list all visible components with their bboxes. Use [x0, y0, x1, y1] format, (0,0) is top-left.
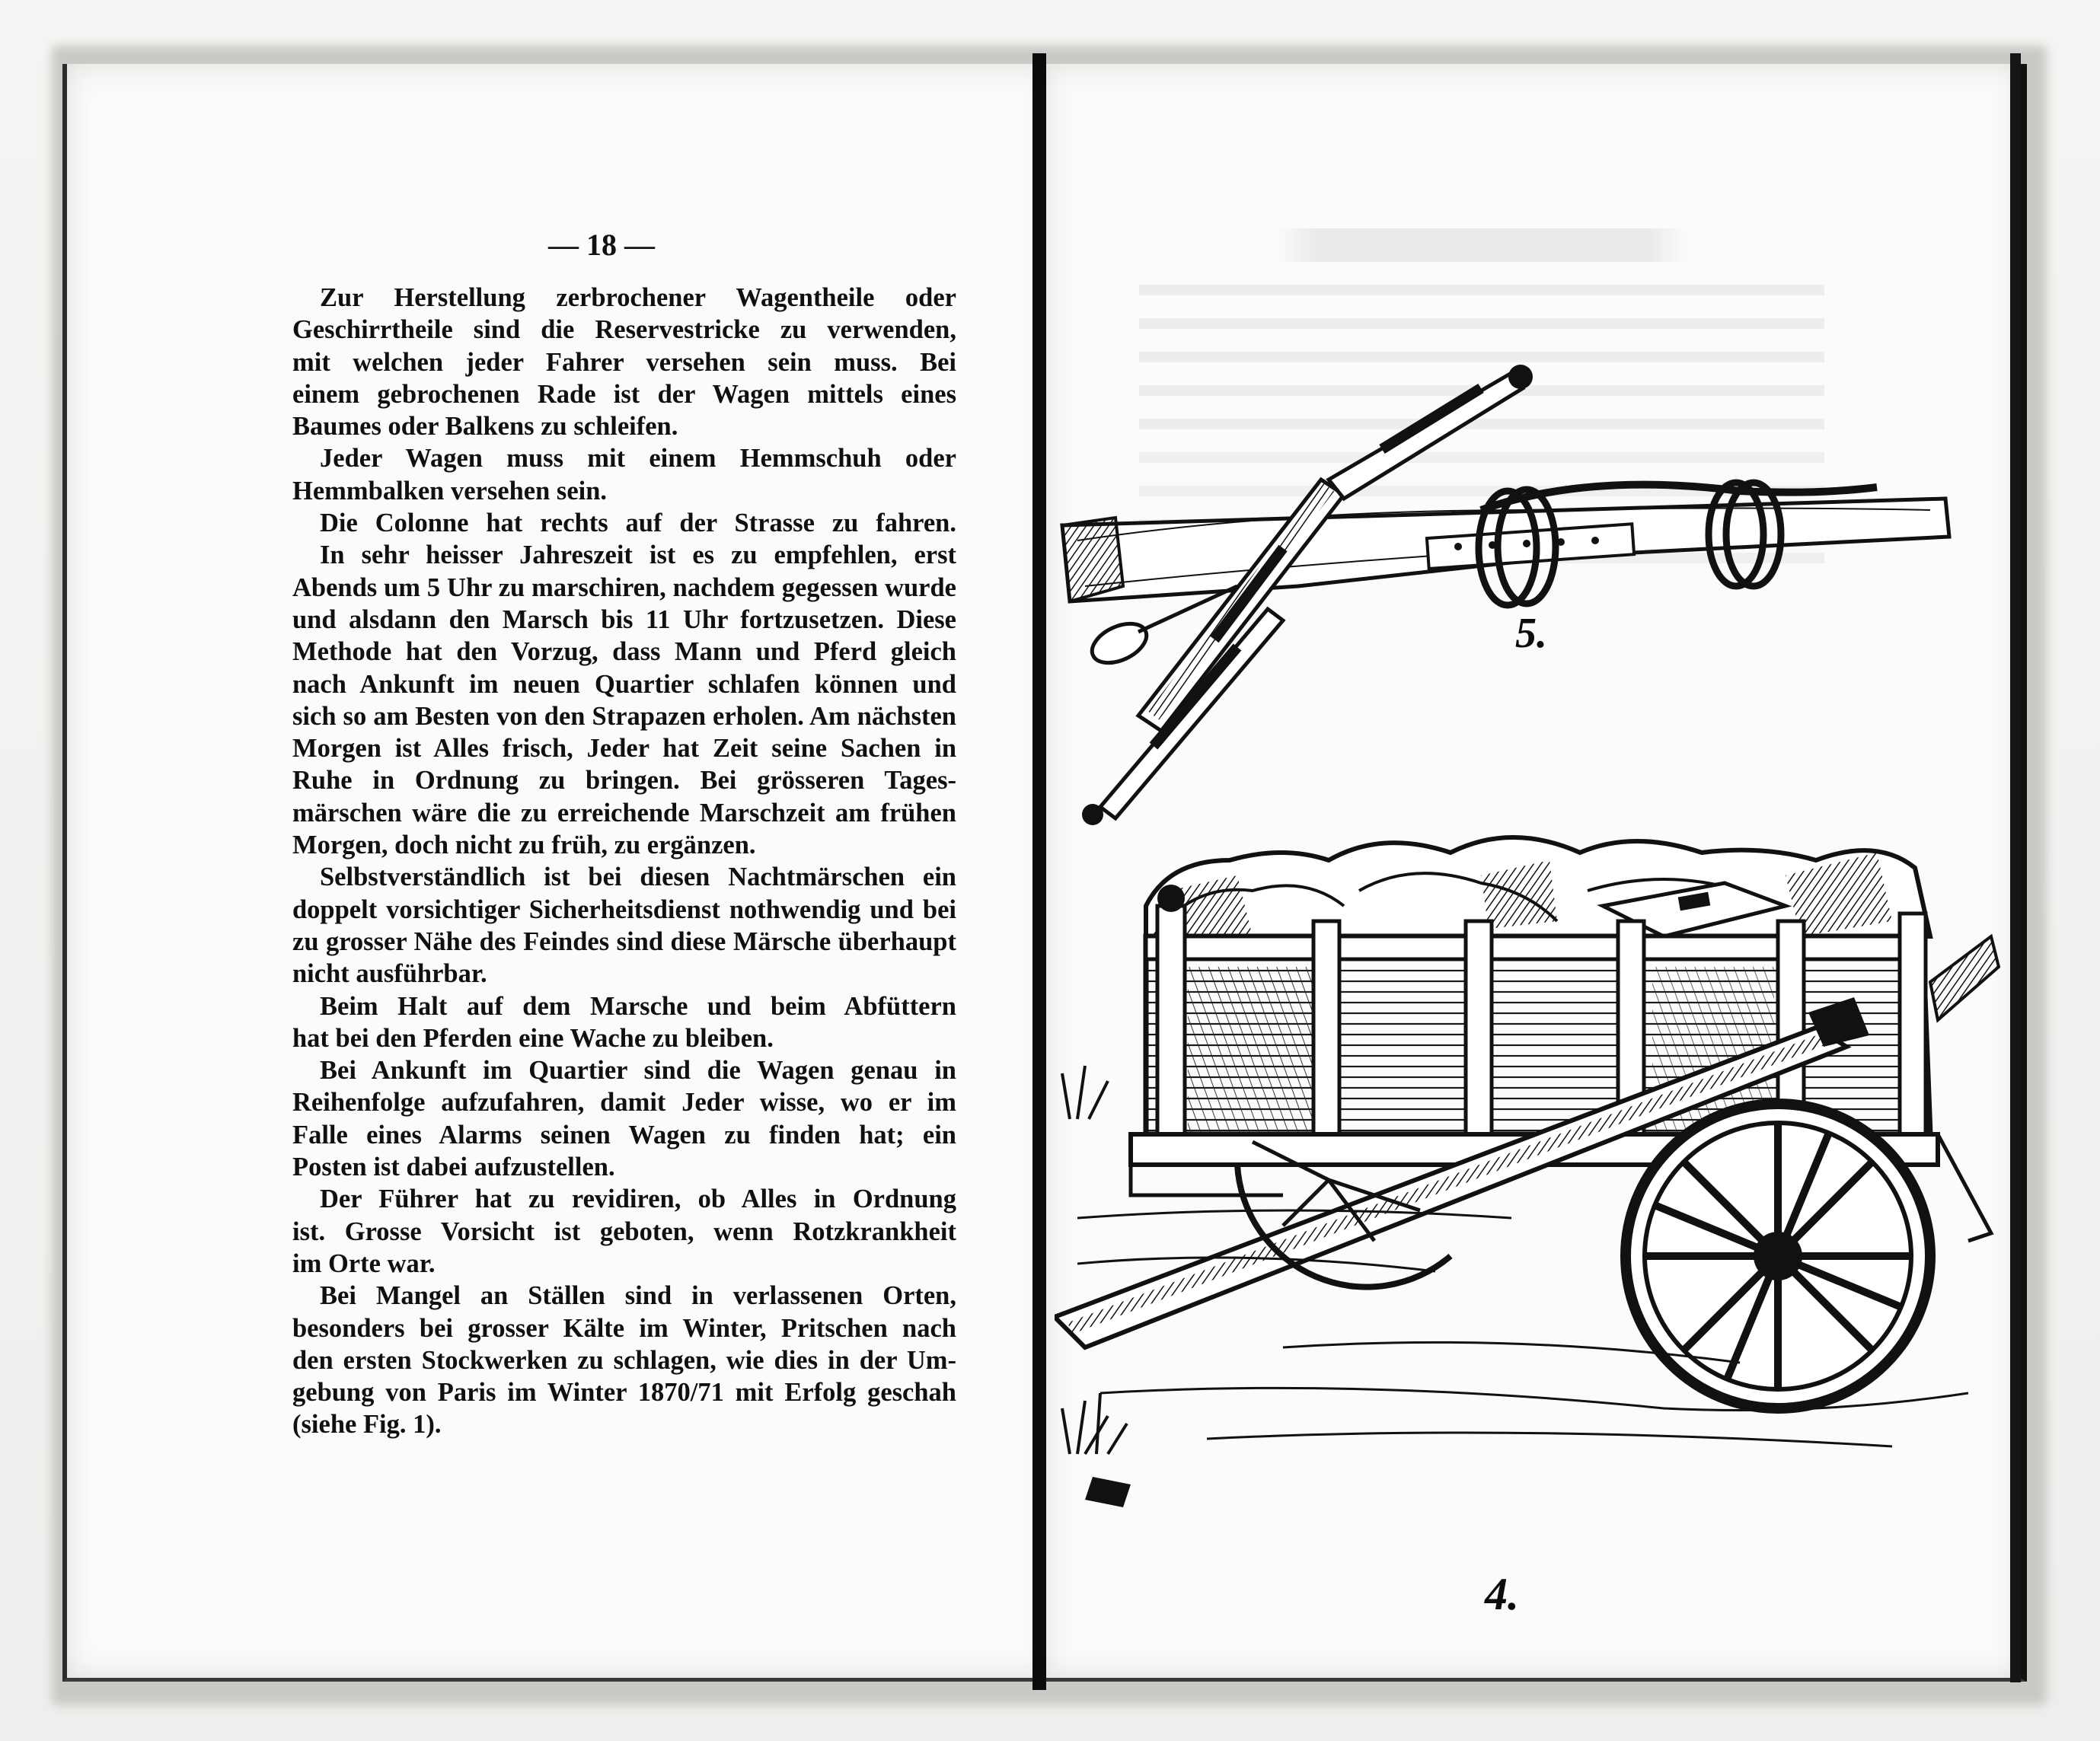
text-line: im Orte war.: [292, 1248, 436, 1278]
page-number: — 18 —: [548, 228, 655, 262]
text-line: Der Führer hat zu revidiren, ob Alles in Ordnung: [320, 1185, 956, 1214]
text-line: Selbstverständlich ist bei diesen Nachtmärschen ein: [320, 863, 956, 892]
text-line: mit welchen jeder Fahrer versehen sein muss. Bei: [292, 347, 956, 377]
text-line: Geschirrtheile sind die Reservestricke zu verwenden,: [292, 315, 956, 345]
text-line: Ruhe in Ordnung zu bringen. Bei grösseren Tages-: [292, 766, 956, 796]
text-line: nicht ausführbar.: [292, 959, 487, 989]
text-line: Reihenfolge aufzufahren, damit Jeder wisse, wo er im: [292, 1088, 956, 1118]
text-line: und alsdann den Marsch bis 11 Uhr fortzusetzen. Diese: [292, 604, 956, 634]
text-line: nach Ankunft im neuen Quartier schlafen können und: [292, 669, 956, 699]
text-line: Morgen ist Alles frisch, Jeder hat Zeit seine Sachen in: [292, 734, 956, 764]
cart-illustration: [1055, 358, 2006, 1614]
page-edge: [2010, 53, 2021, 1682]
text-line: Morgen, doch nicht zu früh, zu ergänzen.: [292, 831, 756, 860]
text-line: In sehr heisser Jahreszeit ist es zu empfehlen, erst: [320, 540, 956, 570]
text-line: Bei Ankunft im Quartier sind die Wagen genau in: [320, 1056, 956, 1086]
text-line: Methode hat den Vorzug, dass Mann und Pferd gleich: [292, 637, 956, 667]
text-line: besonders bei grosser Kälte im Winter, Pritschen nach: [292, 1313, 956, 1343]
text-line: ist. Grosse Vorsicht ist geboten, wenn Rotzkrankheit: [292, 1216, 956, 1246]
figure-5-drawing: [1062, 365, 1949, 825]
text-line: Bei Mangel an Ställen sind in verlassenen Orten,: [320, 1281, 956, 1311]
body-text: [292, 282, 956, 1454]
text-line: gebung von Paris im Winter 1870/71 mit Erfolg geschah: [292, 1378, 956, 1408]
text-line: Beim Halt auf dem Marsche und beim Abfüttern: [320, 991, 956, 1021]
text-line: Jeder Wagen muss mit einem Hemmschuh oder: [320, 444, 956, 474]
text-line: Abends um 5 Uhr zu marschiren, nachdem gegessen wurde: [292, 572, 956, 602]
text-line: (siehe Fig. 1).: [292, 1410, 442, 1440]
text-line: einem gebrochenen Rade ist der Wagen mittels eines: [292, 379, 956, 409]
text-line: Falle eines Alarms seinen Wagen zu finden hat; ein: [292, 1120, 956, 1150]
front-wheel: [1626, 1104, 1930, 1408]
text-line: Die Colonne hat rechts auf der Strasse zu fahren.: [320, 509, 956, 538]
text-line: Hemmbalken versehen sein.: [292, 476, 608, 505]
figure-5-label: 5.: [1515, 610, 1547, 657]
text-line: zu grosser Nähe des Feindes sind diese Märsche überhaupt: [292, 926, 956, 956]
text-line: hat bei den Pferden eine Wache zu bleiben.: [292, 1023, 774, 1053]
text-line: Posten ist dabei aufzustellen.: [292, 1153, 615, 1182]
text-line: den ersten Stockwerken zu schlagen, wie dies in der Um-: [292, 1345, 956, 1375]
text-line: sich so am Besten von den Strapazen erholen. Am nächsten: [292, 701, 956, 731]
book-gutter: [1032, 53, 1046, 1690]
text-line: doppelt vorsichtiger Sicherheitsdienst nothwendig und bei: [292, 894, 956, 924]
figure-4-label: 4.: [1485, 1569, 1519, 1619]
figure-4-drawing: [1055, 837, 1999, 1507]
text-line: märschen wäre die zu erreichende Marschzeit am frühen: [292, 798, 956, 827]
text-line: Baumes oder Balkens zu schleifen.: [292, 412, 678, 442]
text-line: Zur Herstellung zerbrochener Wagentheile oder: [320, 283, 956, 312]
